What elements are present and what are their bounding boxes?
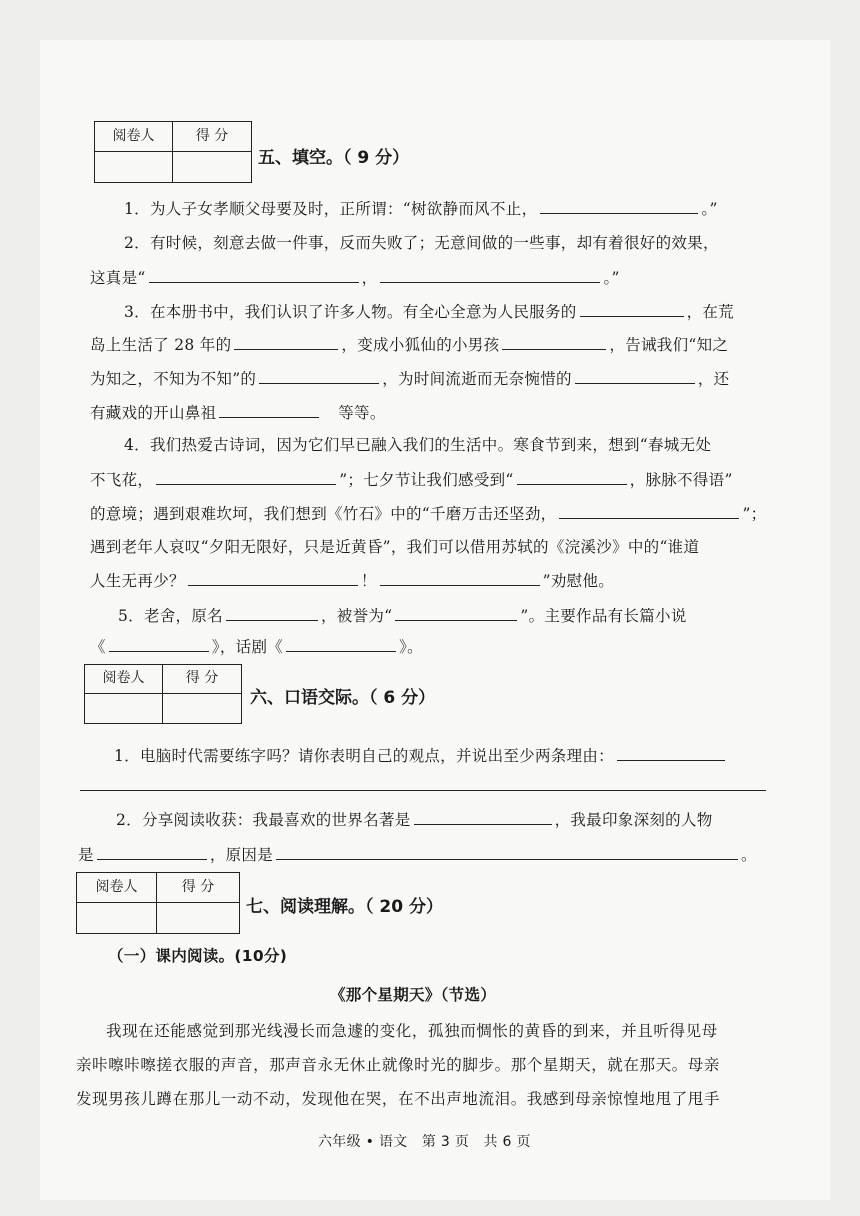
subsection-title: （一）课内阅读。(10分) (108, 947, 288, 965)
score-box (84, 664, 242, 724)
score-field[interactable] (163, 694, 241, 723)
answer-blank[interactable] (502, 333, 606, 350)
reviewer-label: 阅卷人 (85, 665, 163, 694)
question-3-line2: 岛上生活了 28 年的 ，变成小狐仙的小男孩 ，告诫我们“知之 (90, 333, 728, 356)
answer-blank[interactable] (149, 266, 359, 283)
answer-blank[interactable] (226, 604, 318, 621)
question-5: 5．老舍，原名 ，被誉为“ ”。主要作品有长篇小说 (118, 604, 687, 627)
reviewer-field[interactable] (77, 903, 157, 933)
answer-blank[interactable] (517, 468, 627, 485)
reviewer-field[interactable] (95, 152, 173, 182)
score-label: 得 分 (157, 873, 239, 903)
answer-blank[interactable] (188, 569, 358, 586)
answer-blank[interactable] (414, 808, 552, 825)
answer-blank[interactable] (617, 744, 725, 761)
answer-blank[interactable] (575, 367, 695, 384)
answer-blank[interactable] (156, 468, 336, 485)
answer-blank[interactable] (559, 502, 739, 519)
answer-blank[interactable] (580, 300, 684, 317)
section6-title: 六、口语交际。（ 6 分） (250, 688, 436, 708)
answer-blank[interactable] (395, 604, 517, 621)
question-4: 4．我们热爱古诗词，因为它们早已融入我们的生活中。寒食节到来，想到“春城无处 (124, 436, 712, 454)
score-label: 得 分 (173, 122, 251, 152)
passage-line-2: 亲咔嚓咔嚓搓衣服的声音，那声音永无休止就像时光的脚步。那个星期天，就在那天。母亲 (76, 1056, 721, 1074)
answer-blank[interactable] (380, 266, 600, 283)
question-5-line2: 《 》，话剧《 》。 (90, 635, 423, 658)
passage-line-1: 我现在还能感觉到那光线漫长而急遽的变化，孤独而惆怅的黄昏的到来，并且听得见母 (106, 1022, 718, 1040)
reviewer-field[interactable] (85, 694, 163, 723)
passage-title: 《那个星期天》（节选） (330, 986, 497, 1004)
answer-blank[interactable] (109, 635, 209, 652)
section7-title: 七、阅读理解。（ 20 分） (246, 897, 443, 917)
page-footer: 六年级 • 语文 第 3 页 共 6 页 (318, 1134, 531, 1150)
answer-blank[interactable] (276, 843, 738, 860)
question-2: 2．有时候，刻意去做一件事，反而失败了；无意间做的一些事，却有着很好的效果， (124, 234, 719, 252)
question-4-line5: 人生无再少？ ！ ”劝慰他。 (90, 569, 614, 592)
score-box (76, 872, 240, 934)
section5-title: 五、填空。（ 9 分） (258, 148, 410, 168)
reviewer-label: 阅卷人 (77, 873, 157, 903)
question-4-line3: 的意境；遇到艰难坎坷，我们想到《竹石》中的“千磨万击还坚劲， ”； (90, 502, 766, 525)
passage-line-3: 发现男孩儿蹲在那儿一动不动，发现他在哭，在不出声地流泪。我感到母亲惊惶地甩了甩手 (76, 1090, 721, 1108)
question-3-line4: 有藏戏的开山鼻祖 等等。 (90, 401, 386, 424)
score-field[interactable] (173, 152, 251, 182)
score-label: 得 分 (163, 665, 241, 694)
question-4-line2: 不飞花， ”；七夕节让我们感受到“ ，脉脉不得语” (90, 468, 733, 491)
answer-line[interactable] (80, 790, 766, 791)
oral-question-2-line2: 是 ，原因是 。 (78, 843, 757, 866)
answer-blank[interactable] (97, 843, 207, 860)
oral-question-2: 2．分享阅读收获：我最喜欢的世界名著是 ，我最印象深刻的人物 (116, 808, 713, 831)
question-3: 3．在本册书中，我们认识了许多人物。有全心全意为人民服务的 ，在荒 (124, 300, 734, 323)
score-field[interactable] (157, 903, 239, 933)
question-3-line3: 为知之，不知为不知”的 ，为时间流逝而无奈惋惜的 ，还 (90, 367, 729, 390)
answer-blank[interactable] (259, 367, 379, 384)
oral-question-1: 1．电脑时代需要练字吗？请你表明自己的观点，并说出至少两条理由： (114, 744, 728, 767)
answer-blank[interactable] (286, 635, 396, 652)
answer-blank[interactable] (380, 569, 540, 586)
question-2-line2: 这真是“ ， 。” (90, 266, 620, 289)
answer-blank[interactable] (234, 333, 338, 350)
reviewer-label: 阅卷人 (95, 122, 173, 152)
answer-blank[interactable] (540, 197, 698, 214)
score-box (94, 121, 252, 183)
answer-blank[interactable] (219, 401, 319, 418)
question-4-line4: 遇到老年人哀叹“夕阳无限好，只是近黄昏”，我们可以借用苏轼的《浣溪沙》中的“谁道 (90, 538, 700, 556)
question-1: 1．为人子女孝顺父母要及时，正所谓：“树欲静而风不止， 。” (124, 197, 718, 220)
